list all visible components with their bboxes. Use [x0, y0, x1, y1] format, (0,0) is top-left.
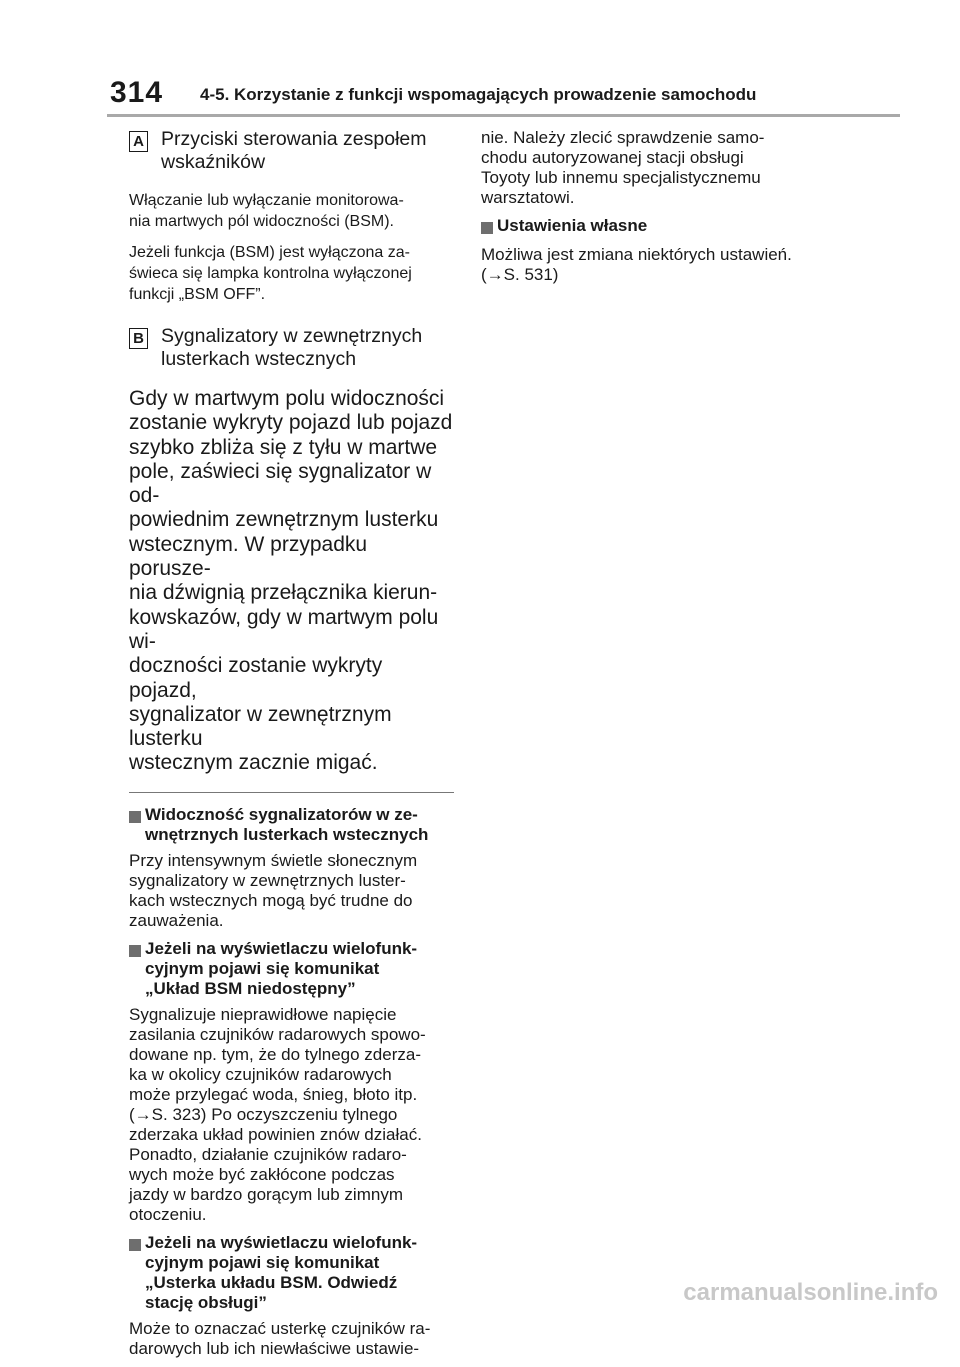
text-line: Może to oznaczać usterkę czujników ra-: [129, 1318, 431, 1338]
note-4-heading: [481, 216, 811, 239]
title-line: stację obsługi”: [145, 1292, 267, 1312]
title-line: cyjnym pojawi się komunikat: [145, 1252, 380, 1272]
title-line: Ustawienia własne: [497, 216, 648, 235]
continuation-text: [481, 128, 811, 208]
note-title: [497, 216, 647, 236]
right-column: [481, 128, 811, 293]
text-line: Jeżeli funkcja (BSM) jest wyłączona za-: [129, 244, 410, 261]
text-line: sygnalizator w zewnętrznym lusterku: [129, 702, 392, 751]
section-divider: [129, 792, 454, 793]
text-line: świeca się lampka kontrolna wyłączonej: [129, 265, 412, 282]
square-bullet-icon: [129, 808, 145, 828]
text-line: nie. Należy zlecić sprawdzenie samo-: [481, 128, 765, 147]
note-2-heading: [129, 939, 454, 999]
section-a-paragraph-1: [129, 190, 454, 232]
section-b-title: [161, 325, 422, 371]
title-line: wnętrznych lusterkach wstecznych: [145, 824, 429, 844]
label-a-badge: A: [129, 131, 148, 152]
title-line: Widoczność sygnalizatorów w ze-: [145, 804, 418, 824]
text-line: powiednim zewnętrznym lusterku: [129, 508, 439, 532]
square-bullet-icon: [481, 219, 497, 239]
square-bullet-icon: [129, 1236, 145, 1256]
text-line: warsztatowi.: [481, 188, 575, 207]
text-line: nia martwych pól widoczności (BSM).: [129, 213, 394, 230]
text-line: wstecznym. W przypadku porusze-: [129, 532, 368, 581]
text-line: (→S. 531): [481, 265, 559, 284]
title-line: cyjnym pojawi się komunikat: [145, 958, 380, 978]
text-line: wych może być zakłócone podczas: [129, 1164, 395, 1184]
left-column: [129, 128, 454, 1367]
text-line: zostanie wykryty pojazd lub pojazd: [129, 411, 453, 435]
text-line: Przy intensywnym świetle słonecznym: [129, 850, 418, 870]
title-line: „Usterka układu BSM. Odwiedź: [145, 1272, 398, 1292]
section-a-heading: [129, 128, 454, 174]
text-line: może przylegać woda, śnieg, błoto itp.: [129, 1084, 418, 1104]
text-line: wstecznym zacznie migać.: [129, 751, 378, 775]
text-line: Włączanie lub wyłączanie monitorowa-: [129, 192, 404, 209]
section-a-paragraph-2: [129, 242, 454, 305]
text-line: zauważenia.: [129, 910, 224, 930]
square-bullet-icon: [129, 942, 145, 962]
note-title: [145, 1233, 417, 1313]
text-line: pole, zaświeci się sygnalizator w od-: [129, 459, 432, 508]
text-line: nia dźwignią przełącznika kierun-: [129, 581, 438, 605]
text-line: Sygnalizuje nieprawidłowe napięcie: [129, 1004, 397, 1024]
text-line: kach wstecznych mogą być trudne do: [129, 890, 413, 910]
text-line: doczności zostanie wykryty pojazd,: [129, 654, 383, 702]
section-b-body: [129, 387, 454, 776]
text-line: ka w okolicy czujników radarowych: [129, 1064, 392, 1084]
note-3-heading: [129, 1233, 454, 1313]
text-line: Toyoty lub innemu specjalistycznemu: [481, 168, 761, 187]
heading-line: lusterkach wstecznych: [161, 348, 357, 370]
section-a-title: [161, 128, 427, 174]
section-b-heading: [129, 325, 454, 371]
text-line: dowane np. tym, że do tylnego zderza-: [129, 1044, 421, 1064]
text-line: otoczeniu.: [129, 1204, 207, 1224]
text-line: zderzaka układ powinien znów działać.: [129, 1124, 422, 1144]
note-1-body: [129, 851, 454, 931]
text-line: (→S. 323) Po oczyszczeniu tylnego: [129, 1104, 398, 1124]
label-b-badge: B: [129, 328, 148, 349]
text-line: Możliwa jest zmiana niektórych ustawień.: [481, 245, 792, 264]
note-title: [145, 939, 417, 999]
text-line: funkcji „BSM OFF”.: [129, 286, 266, 303]
text-line: kowskazów, gdy w martwym polu wi-: [129, 605, 439, 653]
heading-line: Przyciski sterowania zespołem: [161, 128, 427, 150]
title-line: Jeżeli na wyświetlaczu wielofunk-: [145, 1232, 418, 1252]
text-line: Gdy w martwym polu widoczności: [129, 387, 445, 410]
heading-line: Sygnalizatory w zewnętrznych: [161, 325, 423, 347]
text-line: darowych lub ich niewłaściwe ustawie-: [129, 1338, 420, 1358]
note-4-body: [481, 245, 811, 285]
title-line: „Układ BSM niedostępny”: [145, 978, 356, 998]
watermark: carmanualsonline.info: [683, 1279, 938, 1306]
page-number: 314: [110, 76, 164, 109]
note-2-body: [129, 1005, 454, 1225]
text-line: szybko zbliża się z tyłu w martwe: [129, 435, 438, 459]
header-rule: [107, 114, 900, 117]
text-line: chodu autoryzowanej stacji obsługi: [481, 148, 744, 167]
note-3-body: [129, 1319, 454, 1359]
text-line: sygnalizatory w zewnętrznych luster-: [129, 870, 406, 890]
chapter-title: 4-5. Korzystanie z funkcji wspomagających prowadzenie samochodu: [200, 85, 757, 104]
heading-line: wskaźników: [161, 151, 266, 173]
title-line: Jeżeli na wyświetlaczu wielofunk-: [145, 938, 418, 958]
text-line: jazdy w bardzo gorącym lub zimnym: [129, 1184, 403, 1204]
note-1-heading: [129, 805, 454, 845]
text-line: zasilania czujników radarowych spowo-: [129, 1024, 426, 1044]
text-line: Ponadto, działanie czujników radaro-: [129, 1144, 407, 1164]
note-title: [145, 805, 428, 845]
